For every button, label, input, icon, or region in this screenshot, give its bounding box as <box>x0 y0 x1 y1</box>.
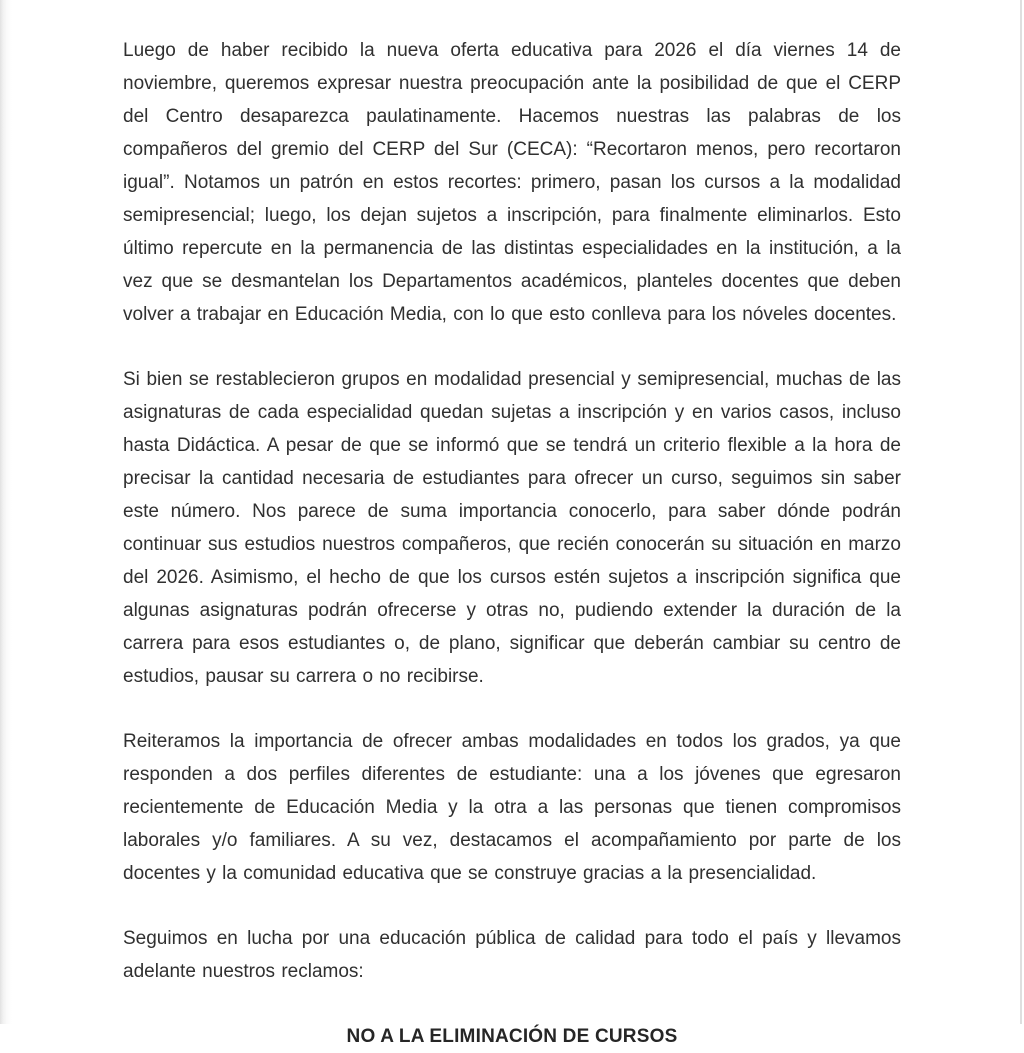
paragraph-seguimos-en-lucha: Seguimos en lucha por una educación pública de calidad para todo el país y llevamos adelante nuestros reclamos: <box>123 928 901 982</box>
paragraph-ambas-modalidades: Reiteramos la importancia de ofrecer ambas modalidades en todos los grados, ya que responden a dos perfiles diferentes de estudiante: una a los jóvenes que egresaron recientemente de Educación Media y la otra a las personas que tienen compromisos laborales y/o familiares. A su vez, destacamos el acompañamiento por parte de los docentes y la comunidad educativa que se construye gracias a la presencialidad. <box>123 731 901 884</box>
paragraph-grupos-modalidad: Si bien se restablecieron grupos en modalidad presencial y semipresencial, muchas de las asignaturas de cada especialidad quedan sujetas a inscripción y en varios casos, incluso hasta Didáctica. A pesar de que se informó que se tendrá un criterio flexible a la hora de precisar la cantidad necesaria de estudiantes para ofrecer un curso, seguimos sin saber este número. Nos parece de suma importancia conocerlo, para saber dónde podrán continuar sus estudios nuestros compañeros, que recién conocerán su situación en marzo del 2026. Asimismo, el hecho de que los cursos estén sujetos a inscripción significa que algunas asignaturas podrán ofrecerse y otras no, pudiendo extender la duración de la carrera para esos estudiantes o, de plano, significar que deberán cambiar su centro de estudios, pausar su carrera o no recibirse. <box>123 369 901 687</box>
page-left-edge-shadow <box>0 0 12 1024</box>
page-right-edge-line <box>1020 0 1022 1024</box>
paragraph-oferta-educativa: Luego de haber recibido la nueva oferta educativa para 2026 el día viernes 14 de noviembre, queremos expresar nuestra preocupación ante la posibilidad de que el CERP del Centro desaparezca paulatinamente. Hacemos nuestras las palabras de los compañeros del gremio del CERP del Sur (CECA): “Recortaron menos, pero recortaron igual”. Notamos un patrón en estos recortes: primero, pasan los cursos a la modalidad semipresencial; luego, los dejan sujetos a inscripción, para finalmente eliminarlos. Esto último repercute en la permanencia de las distintas especialidades en la institución, a la vez que se desmantelan los Departamentos académicos, planteles docentes que deben volver a trabajar en Educación Media, con lo que esto conlleva para los nóveles docentes. <box>123 40 901 325</box>
section-heading-no-eliminacion-cursos: NO A LA ELIMINACIÓN DE CURSOS <box>346 1026 678 1047</box>
document-body <box>123 34 901 1053</box>
